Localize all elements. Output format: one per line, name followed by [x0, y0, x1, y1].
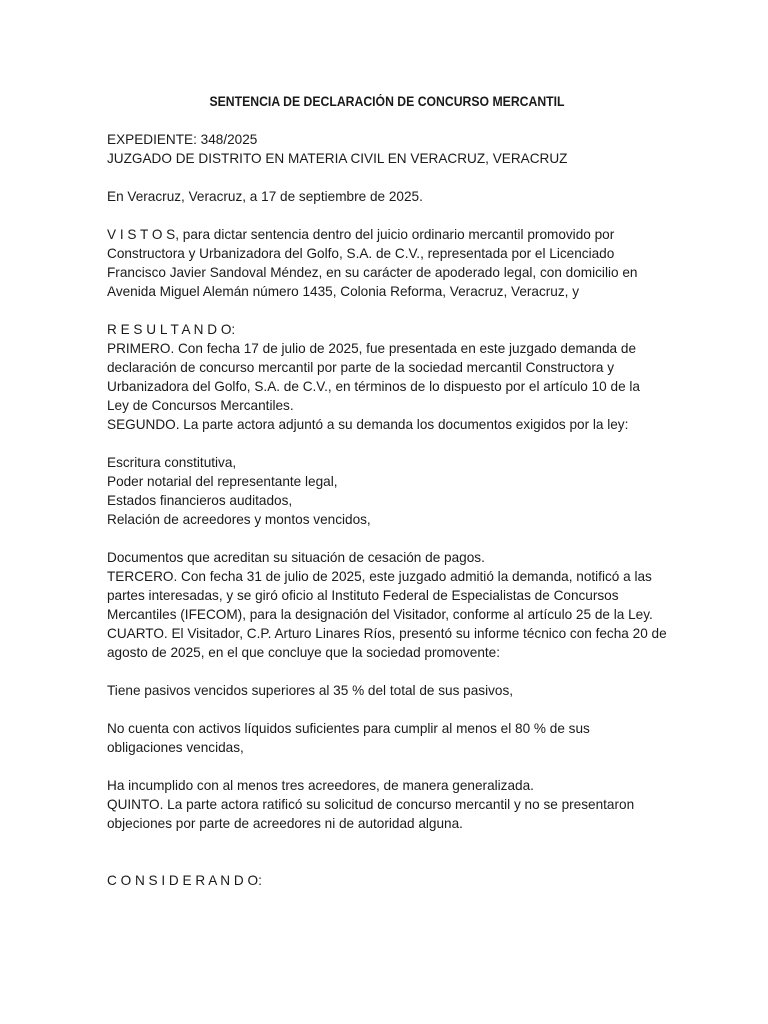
conclusion-2-line: obligaciones vencidas, — [107, 740, 244, 755]
paragraph-gap — [107, 700, 667, 719]
cuarto-line: agosto de 2025, en el que concluye que la sociedad promovente: — [107, 645, 500, 660]
vistos-line: V I S T O S, para dictar sentencia dentro del juicio ordinario mercantil promovido por — [107, 227, 615, 242]
paragraph-gap — [107, 434, 667, 453]
tercero-line: Mercantiles (IFECOM), para la designación del Visitador, conforme al artículo 25 de la Ley. — [107, 607, 653, 622]
primero-paragraph — [107, 339, 667, 415]
vistos-paragraph — [107, 225, 667, 301]
documento-item: Escritura constitutiva, — [107, 455, 237, 470]
tercero-line: TERCERO. Con fecha 31 de julio de 2025, este juzgado admitió la demanda, notificó a las — [107, 569, 652, 584]
primero-line: PRIMERO. Con fecha 17 de julio de 2025, fue presentada en este juzgado demanda de — [107, 341, 637, 356]
place-date-line: En Veracruz, Veracruz, a 17 de septiembre de 2025. — [107, 189, 423, 204]
juzgado-line: JUZGADO DE DISTRITO EN MATERIA CIVIL EN VERACRUZ, VERACRUZ — [107, 151, 568, 166]
documento-item: Relación de acreedores y montos vencidos, — [107, 512, 371, 527]
paragraph-gap — [107, 757, 667, 776]
segundo-line: SEGUNDO. La parte actora adjuntó a su demanda los documentos exigidos por la ley: — [107, 417, 629, 432]
conclusion-2-paragraph — [107, 719, 667, 757]
tercero-line: partes interesadas, y se giró oficio al Instituto Federal de Especialistas de Concursos — [107, 588, 619, 603]
quinto-paragraph — [107, 795, 667, 833]
documento-item: Poder notarial del representante legal, — [107, 474, 338, 489]
document-title: SENTENCIA DE DECLARACIÓN DE CONCURSO MERCANTIL — [209, 94, 565, 109]
paragraph-gap — [107, 833, 667, 852]
paragraph-gap — [107, 168, 667, 187]
paragraph-gap — [107, 529, 667, 548]
resultando-heading: R E S U L T A N D O: — [107, 322, 236, 337]
quinto-line: QUINTO. La parte actora ratificó su solicitud de concurso mercantil y no se presentaron — [107, 797, 635, 812]
paragraph-gap — [107, 852, 667, 871]
paragraph-gap — [107, 206, 667, 225]
quinto-line: objeciones por parte de acreedores ni de autoridad alguna. — [107, 816, 463, 831]
vistos-line: Francisco Javier Sandoval Méndez, en su carácter de apoderado legal, con domicilio en — [107, 265, 638, 280]
paragraph-gap — [107, 662, 667, 681]
documentos-list — [107, 453, 667, 529]
vistos-line: Constructora y Urbanizadora del Golfo, S.A. de C.V., representada por el Licenciado — [107, 246, 615, 261]
conclusion-3-line: Ha incumplido con al menos tres acreedores, de manera generalizada. — [107, 778, 534, 793]
expediente-line: EXPEDIENTE: 348/2025 — [107, 132, 258, 147]
cuarto-line: CUARTO. El Visitador, C.P. Arturo Linares Ríos, presentó su informe técnico con fecha 20 de — [107, 626, 667, 641]
conclusion-1-line: Tiene pasivos vencidos superiores al 35 % del total de sus pasivos, — [107, 683, 514, 698]
vistos-line: Avenida Miguel Alemán número 1435, Colonia Reforma, Veracruz, Veracruz, y — [107, 284, 580, 299]
cuarto-paragraph — [107, 624, 667, 662]
considerando-heading: C O N S I D E R A N D O: — [107, 873, 262, 888]
tercero-paragraph — [107, 567, 667, 624]
documento-item: Estados financieros auditados, — [107, 493, 293, 508]
documentos-final-line: Documentos que acreditan su situación de cesación de pagos. — [107, 550, 485, 565]
primero-line: Ley de Concursos Mercantiles. — [107, 398, 294, 413]
conclusion-2-line: No cuenta con activos líquidos suficientes para cumplir al menos el 80 % de sus — [107, 721, 590, 736]
primero-line: Urbanizadora del Golfo, S.A. de C.V., en términos de lo dispuesto por el artículo 10 de la — [107, 379, 640, 394]
paragraph-gap — [107, 301, 667, 320]
document-body — [107, 92, 667, 890]
primero-line: declaración de concurso mercantil por parte de la sociedad mercantil Constructora y — [107, 360, 614, 375]
